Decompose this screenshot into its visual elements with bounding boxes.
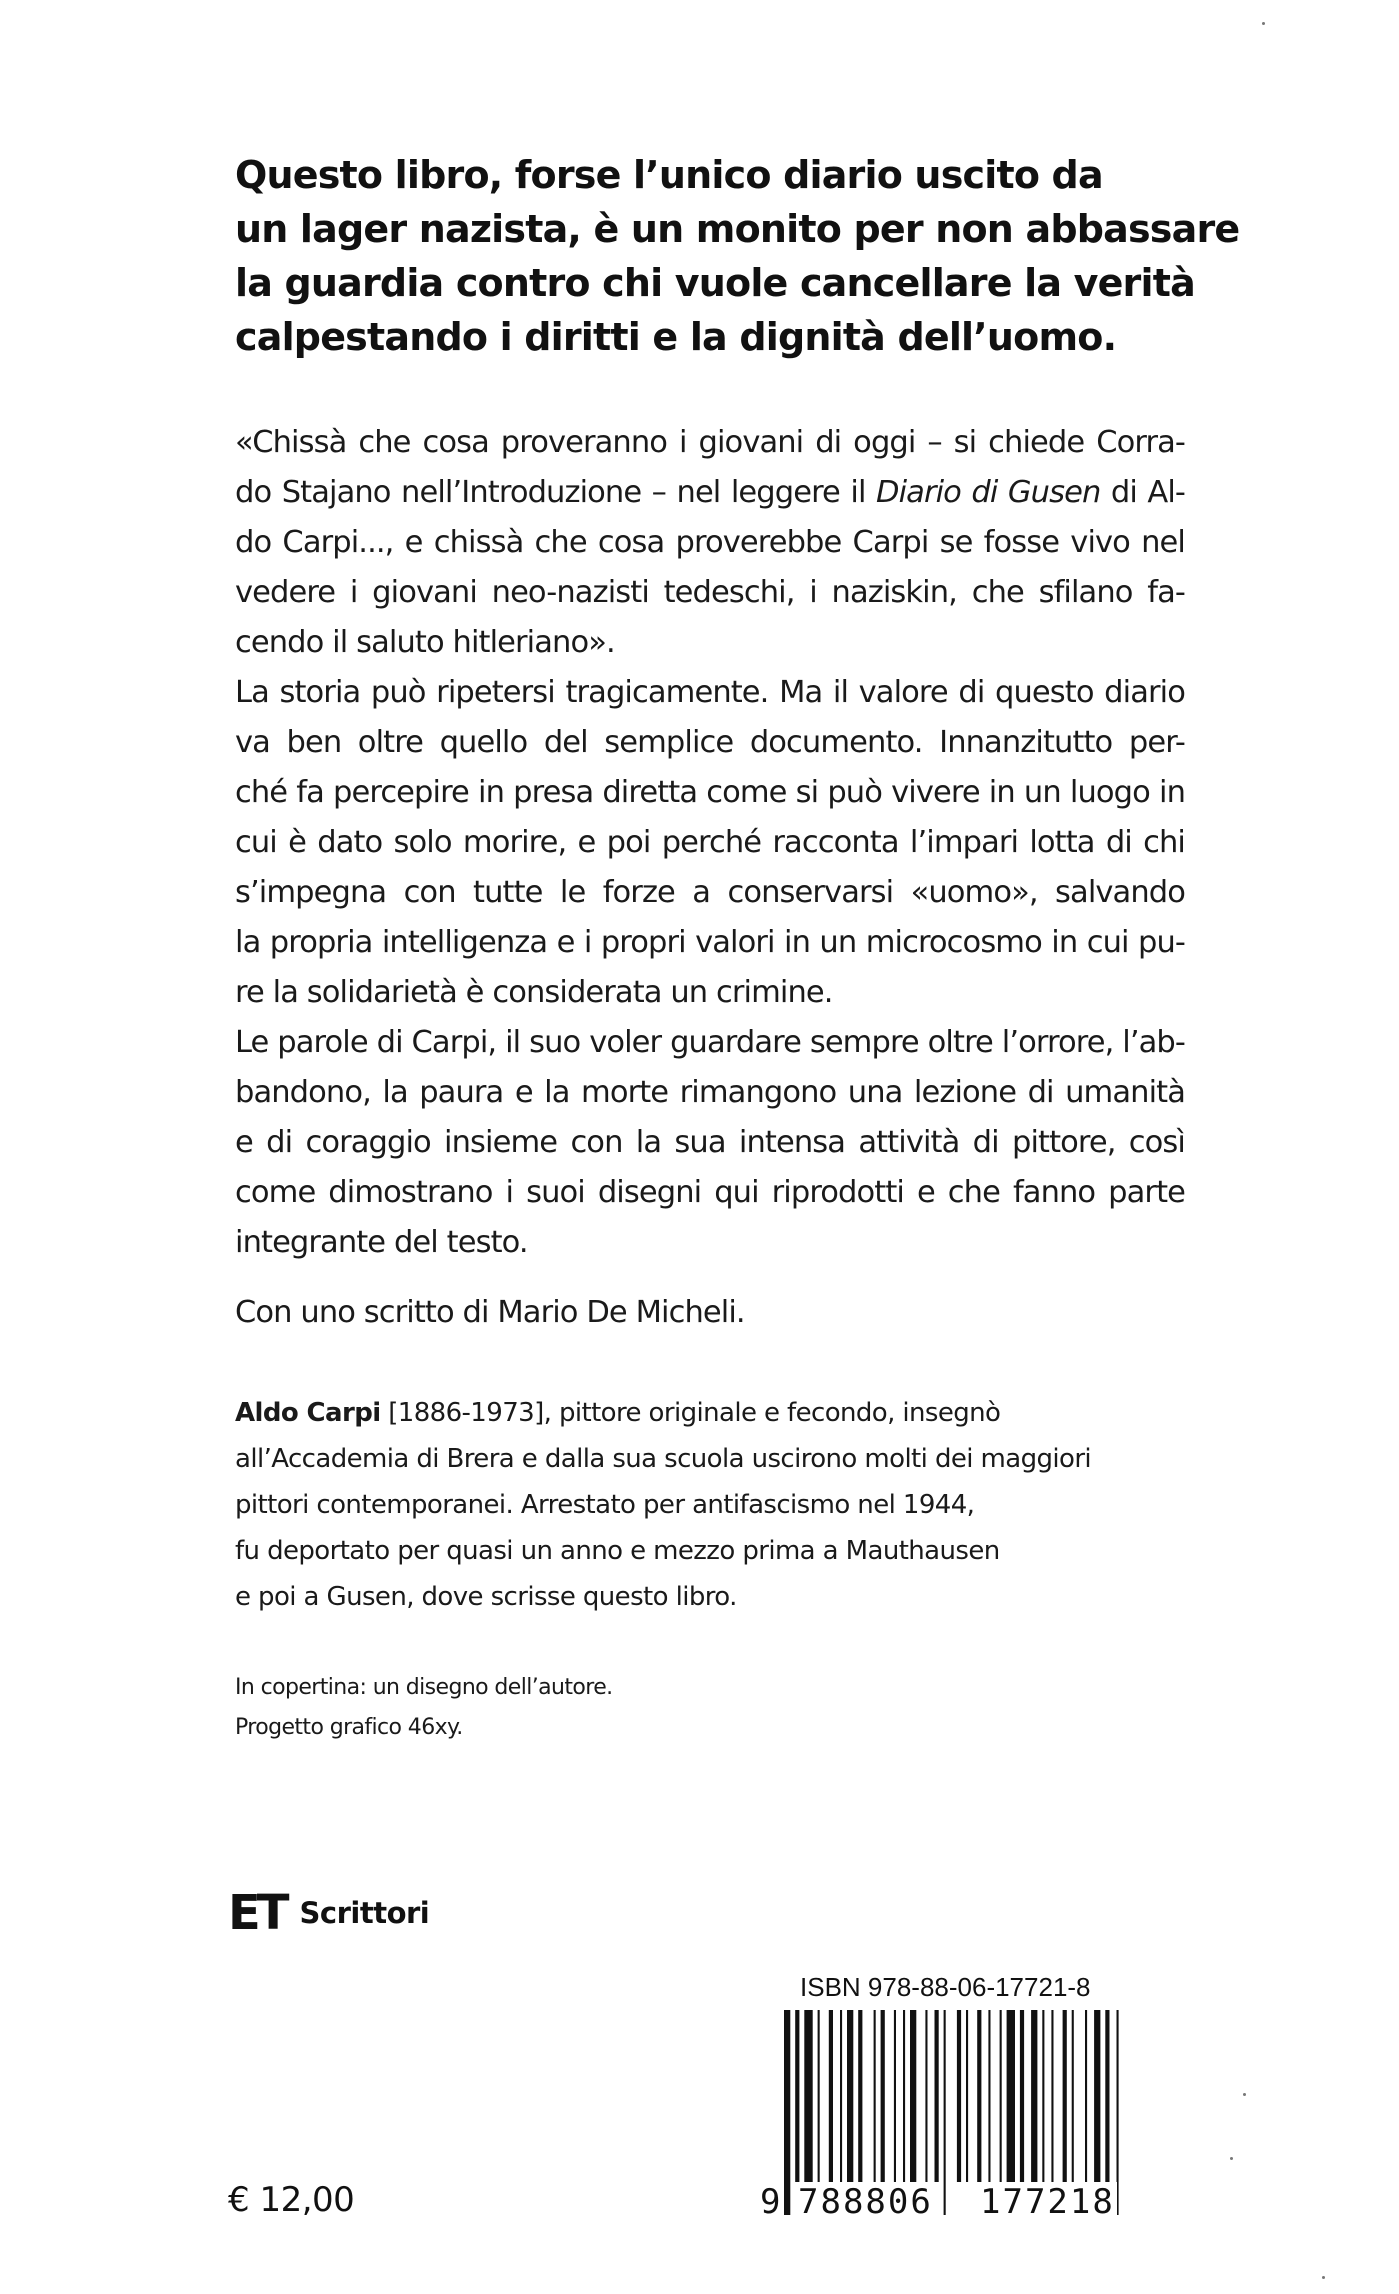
- description-line: va ben oltre quello del semplice documento. Innanzitutto per-: [235, 725, 1185, 760]
- barcode-digits-left: 788806: [798, 2182, 933, 2222]
- description-line: cendo il saluto hitleriano».: [235, 625, 615, 660]
- bio-line: e poi a Gusen, dove scrisse questo libro.: [235, 1582, 737, 1612]
- cover-note: In copertina: un disegno dell’autore.: [235, 1675, 613, 1700]
- headline: [235, 148, 1240, 364]
- description-line: e di coraggio insieme con la sua intensa attività di pittore, così: [235, 1125, 1185, 1160]
- barcode-digits-right: 177218: [980, 2182, 1115, 2222]
- barcode-bar: [1094, 2010, 1100, 2182]
- barcode-bar: [1020, 2010, 1024, 2182]
- barcode-bar: [1000, 2010, 1002, 2182]
- barcode-digits: [760, 2182, 1190, 2228]
- headline-line: calpestando i diritti e la dignità dell’uomo.: [235, 315, 1117, 359]
- et-logo: ET: [228, 1885, 286, 1941]
- description-line: bandono, la paura e la morte rimangono una lezione di umanità: [235, 1075, 1185, 1110]
- barcode-digit-first: 9: [760, 2182, 781, 2222]
- cover-note: Progetto grafico 46xy.: [235, 1715, 463, 1740]
- bio-line: pittori contemporanei. Arrestato per antifascismo nel 1944,: [235, 1490, 975, 1520]
- bio-line: [235, 1390, 1185, 1436]
- barcode-bar: [957, 2010, 961, 2182]
- series-mark: [228, 1885, 430, 1941]
- bio-text: [1886-1973], pittore originale e fecondo, insegnò: [388, 1398, 1001, 1428]
- barcode-bar: [925, 2010, 927, 2182]
- description-line: La storia può ripetersi tragicamente. Ma il valore di questo diario: [235, 675, 1185, 710]
- headline-line: Questo libro, forse l’unico diario uscito da: [235, 153, 1103, 197]
- description-text: di Al-: [1110, 475, 1186, 510]
- author-bio: [235, 1390, 1185, 1620]
- description-line: do Carpi..., e chissà che cosa proverebbe Carpi se fosse vivo nel: [235, 525, 1185, 560]
- headline-line: un lager nazista, è un monito per non abbassare: [235, 207, 1240, 251]
- barcode-bar: [795, 2010, 799, 2182]
- description-line: vedere i giovani neo-nazisti tedeschi, i naziskin, che sfilano fa-: [235, 575, 1185, 610]
- barcode-bar: [829, 2010, 833, 2182]
- paper-speck: [1262, 22, 1265, 25]
- price: € 12,00: [228, 2180, 355, 2220]
- barcode-bar: [1072, 2010, 1074, 2182]
- description-line: la propria intelligenza e i propri valori in un microcosmo in cui pu-: [235, 925, 1185, 960]
- bio-line: fu deportato per quasi un anno e mezzo prima a Mauthausen: [235, 1536, 1000, 1566]
- bio-line: all’Accademia di Brera e dalla sua scuola uscirono molti dei maggiori: [235, 1444, 1092, 1474]
- barcode-bar: [903, 2010, 905, 2182]
- barcode-bar: [818, 2010, 820, 2182]
- description-text: do Stajano nell’Introduzione – nel leggere il: [235, 475, 866, 510]
- barcode-bar: [1085, 2010, 1087, 2182]
- book-title: Diario di Gusen: [876, 475, 1101, 510]
- author-name: Aldo Carpi: [235, 1398, 381, 1428]
- barcode-bar: [910, 2010, 916, 2182]
- description-line: come dimostrano i suoi disegni qui riprodotti e che fanno parte: [235, 1175, 1185, 1210]
- description-line: re la solidarietà è considerata un crimine.: [235, 975, 833, 1010]
- barcode-bar: [1031, 2010, 1037, 2182]
- barcode-bar: [804, 2010, 812, 2182]
- description-line: s’impegna con tutte le forze a conservarsi «uomo», salvando: [235, 875, 1185, 910]
- isbn-label: ISBN 978-88-06-17721-8: [800, 1972, 1091, 2002]
- barcode-bar: [1007, 2010, 1015, 2182]
- barcode-bar: [894, 2010, 896, 2182]
- description-line: integrante del testo.: [235, 1225, 528, 1260]
- description: [235, 418, 1185, 1268]
- cover-notes: [235, 1668, 1185, 1748]
- paper-speck: [1230, 2157, 1233, 2160]
- paper-speck: [1322, 2276, 1325, 2279]
- barcode-bar: [847, 2010, 853, 2182]
- contributor-credit: Con uno scritto di Mario De Micheli.: [235, 1295, 745, 1330]
- barcode-bar: [840, 2010, 842, 2182]
- barcode-bar: [966, 2010, 968, 2182]
- description-line: «Chissà che cosa proveranno i giovani di oggi – si chiede Corra-: [235, 425, 1185, 460]
- barcode-bar: [858, 2010, 862, 2182]
- description-line: ché fa percepire in presa diretta come si può vivere in un luogo in: [235, 775, 1185, 810]
- barcode-bar: [1105, 2010, 1109, 2182]
- paper-speck: [1243, 2093, 1246, 2096]
- barcode-bar: [874, 2010, 876, 2182]
- barcode-bar: [977, 2010, 981, 2182]
- barcode-bar: [935, 2010, 939, 2182]
- description-line: [235, 468, 1185, 518]
- barcode-bar: [1051, 2010, 1053, 2182]
- series-name: Scrittori: [299, 1896, 430, 1930]
- description-line: Le parole di Carpi, il suo voler guardare sempre oltre l’orrore, l’ab-: [235, 1025, 1185, 1060]
- barcode-bar: [1063, 2010, 1067, 2182]
- barcode-bar: [988, 2010, 990, 2182]
- barcode-bar: [881, 2010, 885, 2182]
- barcode-bar: [1042, 2010, 1044, 2182]
- headline-line: la guardia contro chi vuole cancellare la verità: [235, 261, 1195, 305]
- description-line: cui è dato solo morire, e poi perché racconta l’impari lotta di chi: [235, 825, 1185, 860]
